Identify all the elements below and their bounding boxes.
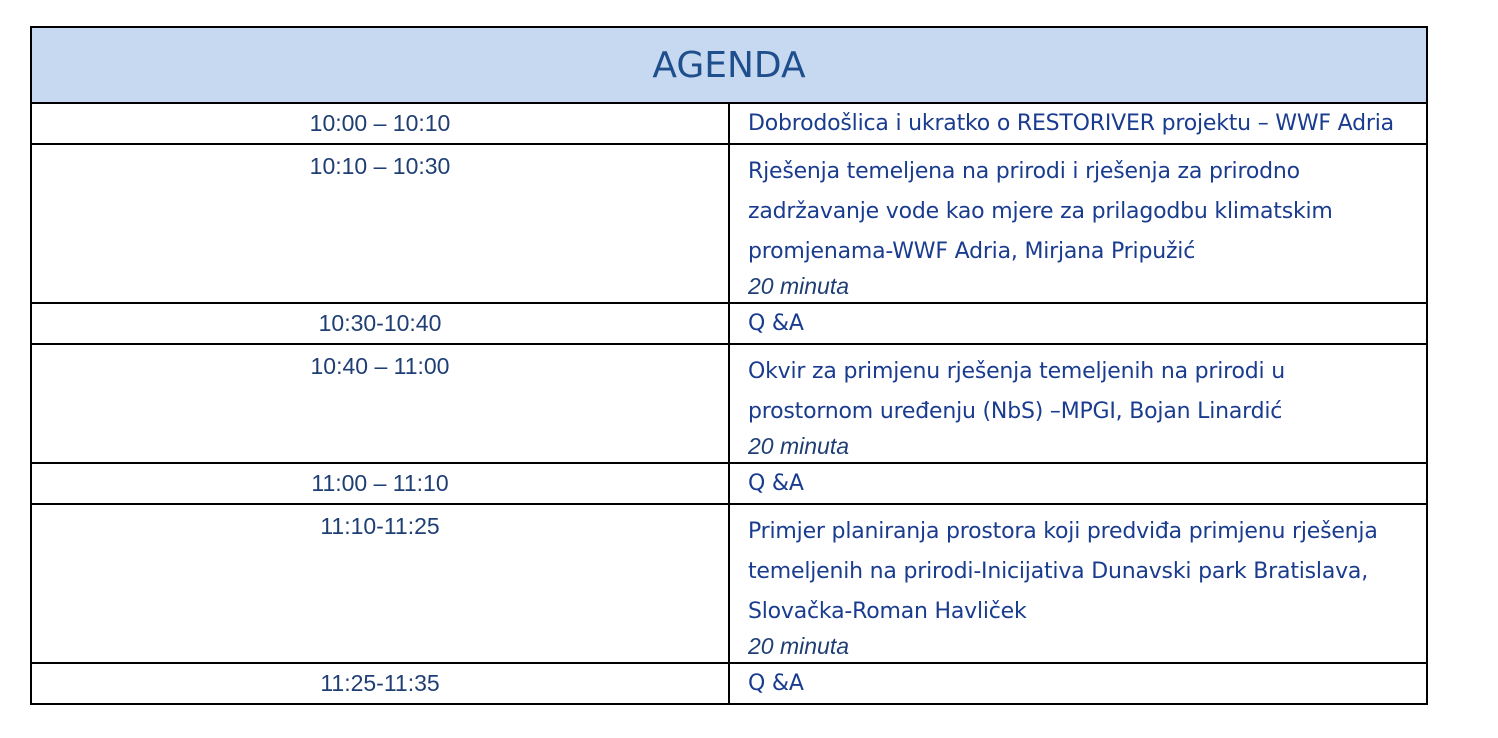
agenda-time: 10:40 – 11:00 [31,344,729,463]
agenda-item-title: Q &A [748,471,804,496]
agenda-item-duration: 20 minuta [748,273,850,299]
agenda-item [729,303,1427,344]
agenda-item [729,504,1427,663]
agenda-time: 10:00 – 10:10 [31,103,729,144]
agenda-item-title: Primjer planiranja prostora koji predviđa primjenu rješenja temeljenih na prirodi-Inicijativa Dunavski park Bratislava, Slovačka-Roman Havliček [748,519,1378,624]
agenda-item-title: Q &A [748,671,804,696]
agenda-row [31,463,1427,504]
agenda-row [31,344,1427,463]
agenda-time: 11:10-11:25 [31,504,729,663]
agenda-item [729,344,1427,463]
agenda-item-title: Rješenja temeljena na prirodi i rješenja za prirodno zadržavanje vode kao mjere za prilagodbu klimatskim promjenama-WWF Adria, Mirjana Pripužić [748,159,1333,264]
agenda-item [729,103,1427,144]
agenda-time: 11:00 – 11:10 [31,463,729,504]
agenda-item-duration: 20 minuta [748,633,850,659]
agenda-row [31,103,1427,144]
agenda-row [31,663,1427,704]
agenda-item-title: Q &A [748,311,804,336]
agenda-item-duration: 20 minuta [748,433,850,459]
agenda-item [729,463,1427,504]
agenda-time: 11:25-11:35 [31,663,729,704]
agenda-row [31,303,1427,344]
agenda-time: 10:30-10:40 [31,303,729,344]
agenda-time: 10:10 – 10:30 [31,144,729,303]
agenda-row [31,504,1427,663]
agenda-row [31,144,1427,303]
agenda-title: AGENDA [31,27,1427,103]
agenda-item-title: Okvir za primjenu rješenja temeljenih na prirodi u prostornom uređenju (NbS) –MPGI, Bojan Linardić [748,359,1286,424]
agenda-item-title: Dobrodošlica i ukratko o RESTORIVER projektu – WWF Adria [748,111,1394,136]
agenda-item [729,663,1427,704]
agenda-header-row [31,27,1427,103]
agenda-table [30,26,1428,705]
agenda-item [729,144,1427,303]
